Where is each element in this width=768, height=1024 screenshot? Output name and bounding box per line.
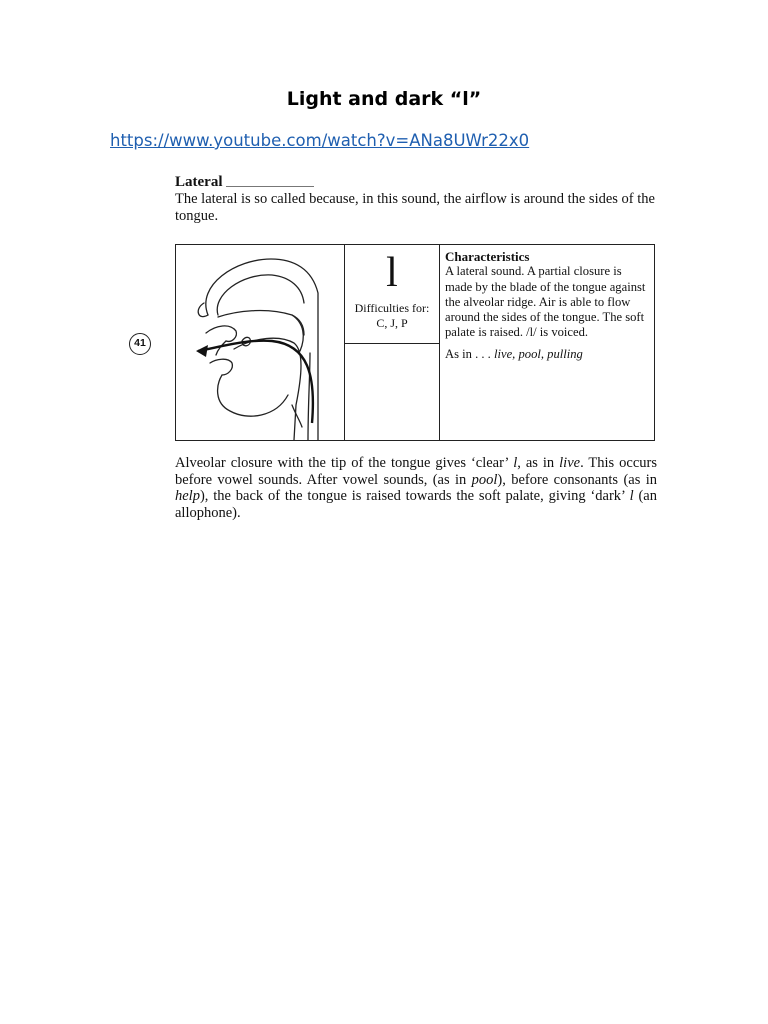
- phoneme-symbol: l: [386, 250, 398, 296]
- outro-text: , as in: [517, 455, 560, 471]
- phoneme-card: [175, 244, 655, 441]
- vocal-tract-illustration: [176, 245, 344, 440]
- outro-italic: live: [559, 455, 581, 471]
- figure-number-badge: 41: [129, 333, 151, 355]
- as-in-label: As in . . .: [445, 346, 491, 361]
- characteristics-cell: [445, 249, 651, 362]
- outro-italic: help: [175, 488, 200, 504]
- as-in-examples: live, pool, pulling: [494, 346, 583, 361]
- characteristics-text: A lateral sound. A partial closure is made by the blade of the tongue against the alveolar ridge. Air is able to flow around the sides of the tongue. The soft palate is raised. /l/ is voiced.: [445, 264, 646, 340]
- difficulties-values: C, J, P: [376, 316, 408, 330]
- outro-text: (an allophone).: [175, 488, 657, 521]
- outro-text: . This occurs before vowel sounds. After vowel sounds, (as in: [175, 455, 657, 488]
- section-heading: Lateral: [175, 174, 223, 190]
- outro-italic: l: [513, 455, 518, 471]
- phoneme-symbol-cell: [345, 245, 440, 344]
- as-in-line: [445, 347, 651, 362]
- mouth-diagram: [176, 245, 345, 440]
- outro-paragraph: [175, 455, 657, 521]
- page-title: Light and dark “l”: [286, 88, 482, 110]
- outro-text: ), the back of the tongue is raised towards the soft palate, giving ‘dark’: [199, 488, 630, 504]
- outro-italic: l: [629, 488, 634, 504]
- outro-text: Alveolar closure with the tip of the tongue gives ‘clear’: [175, 455, 514, 471]
- intro-paragraph: The lateral is so called because, in this sound, the airflow is around the sides of the tongue.: [175, 191, 655, 224]
- empty-cell: [345, 344, 440, 440]
- outro-text: ), before consonants (as in: [497, 471, 657, 488]
- heading-rule: [226, 186, 314, 187]
- difficulties-label: Difficulties for:: [354, 301, 430, 315]
- outro-italic: pool: [471, 471, 498, 488]
- youtube-link[interactable]: https://www.youtube.com/watch?v=ANa8UWr22x0: [110, 131, 530, 150]
- characteristics-title: Characteristics: [445, 249, 530, 264]
